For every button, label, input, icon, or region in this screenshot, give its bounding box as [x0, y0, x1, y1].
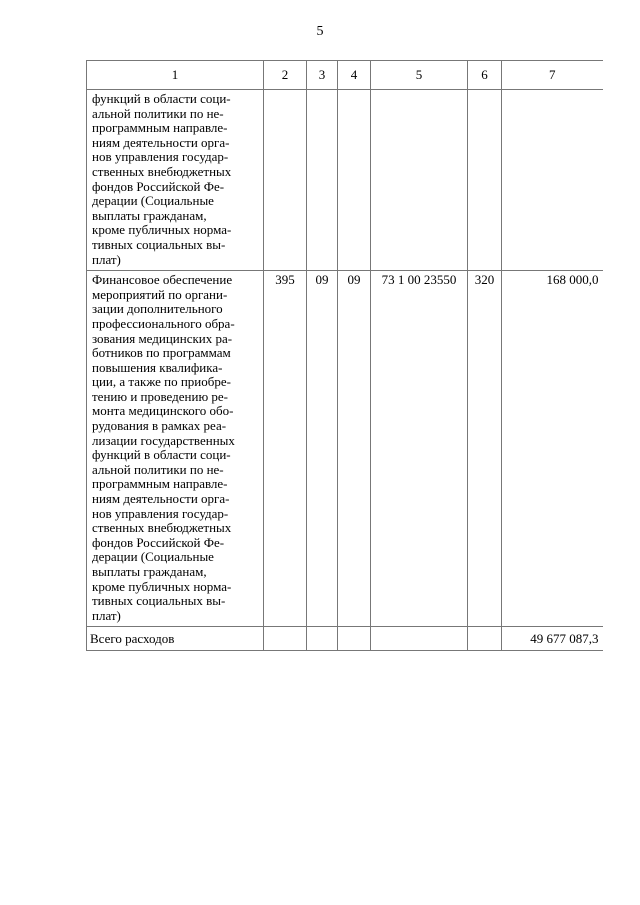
column-header: 1 [87, 61, 264, 90]
description-line: функций в области соци- [92, 91, 231, 106]
expense-table [86, 60, 603, 651]
cell-expense-type [468, 90, 502, 271]
cell-target-article: 73 1 00 23550 [371, 271, 468, 627]
description-line: кроме публичных норма- [92, 578, 232, 594]
cell-subsection: 09 [338, 271, 371, 627]
cell-target-article [371, 90, 468, 271]
table-row [87, 271, 603, 627]
description-line: альной политики по не- [92, 461, 224, 477]
description-line: тивных социальных вы- [92, 593, 226, 609]
empty-cell [264, 627, 307, 651]
description-line: тивных социальных вы- [92, 236, 226, 252]
description-line: плат) [92, 607, 121, 623]
empty-cell [338, 627, 371, 651]
description-line: программным направле- [92, 120, 228, 136]
description-line: лизации государственных [92, 432, 235, 448]
description-line: нов управления государ- [92, 149, 229, 165]
description-line: кроме публичных норма- [92, 222, 232, 238]
description-line: нов управления государ- [92, 505, 229, 521]
cell-section: 09 [307, 271, 338, 627]
column-header: 5 [371, 61, 468, 90]
page-number: 5 [316, 24, 324, 39]
description-line: альной политики по не- [92, 105, 224, 121]
description-line: мероприятий по органи- [92, 286, 228, 302]
description-line: функций в области соци- [92, 447, 231, 463]
cell-section [307, 90, 338, 271]
total-amount: 49 677 087,3 [502, 627, 603, 651]
total-label: Всего расходов [87, 627, 264, 651]
column-header: 7 [502, 61, 603, 90]
table-row [87, 90, 603, 271]
row-description [87, 271, 264, 627]
cell-amount: 168 000,0 [502, 271, 603, 627]
description-line: Финансовое обеспечение [92, 272, 233, 288]
description-line: фондов Российской Фе- [92, 534, 225, 550]
description-line: плат) [92, 251, 121, 267]
cell-ministry-code [264, 90, 307, 271]
description-line: ниям деятельности орга- [92, 491, 230, 507]
description-line: ции, а также по приобре- [92, 374, 231, 390]
description-line: программным направле- [92, 476, 228, 492]
description-line: рудования в рамках реа- [92, 418, 227, 434]
description-line: монта медицинского обо- [92, 403, 234, 419]
description-line: дерации (Социальные [92, 549, 214, 565]
description-line: ниям деятельности орга- [92, 134, 230, 150]
description-line: зования медицинских ра- [92, 330, 233, 346]
empty-cell [371, 627, 468, 651]
total-row [87, 627, 603, 651]
description-line: ботников по программам [92, 345, 231, 361]
column-header: 3 [307, 61, 338, 90]
column-header: 2 [264, 61, 307, 90]
description-line: выплаты гражданам, [92, 564, 207, 579]
description-line: выплаты гражданам, [92, 207, 207, 223]
row-description [87, 90, 264, 271]
cell-subsection [338, 90, 371, 271]
column-header: 6 [468, 61, 502, 90]
cell-ministry-code: 395 [264, 271, 307, 627]
description-line: тению и проведению ре- [92, 388, 229, 404]
description-line: фондов Российской Фе- [92, 178, 225, 194]
empty-cell [307, 627, 338, 651]
column-header: 4 [338, 61, 371, 90]
description-line: профессионального обра- [92, 315, 235, 331]
description-line: зации дополнительного [92, 301, 223, 317]
table-header-row [87, 61, 603, 90]
empty-cell [468, 627, 502, 651]
description-line: повышения квалифика- [92, 359, 223, 375]
description-line: дерации (Социальные [92, 193, 214, 209]
cell-amount [502, 90, 603, 271]
description-line: ственных внебюджетных [92, 520, 232, 536]
cell-expense-type: 320 [468, 271, 502, 627]
description-line: ственных внебюджетных [92, 163, 232, 179]
